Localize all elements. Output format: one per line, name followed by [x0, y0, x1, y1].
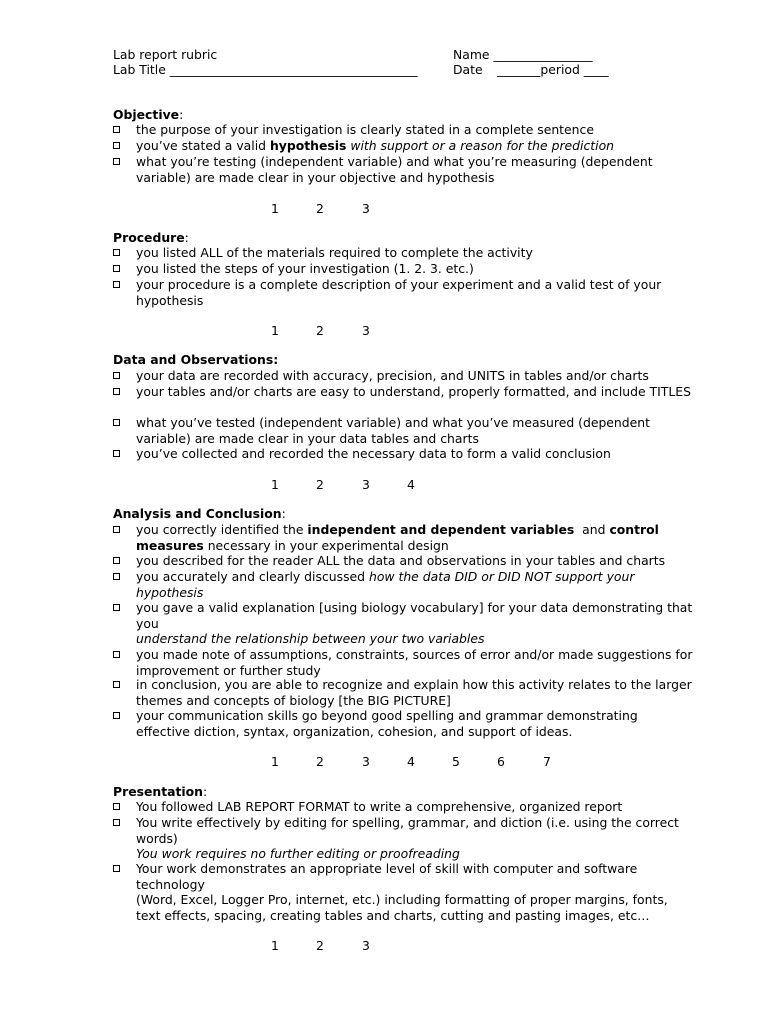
- score-option[interactable]: 1: [271, 323, 279, 338]
- score-option[interactable]: 3: [362, 201, 370, 216]
- score-option[interactable]: 1: [271, 754, 279, 769]
- checkbox-icon[interactable]: [113, 803, 120, 810]
- analysis-item: you accurately and clearly discussed how the data DID or DID NOT support your hypothesis: [113, 569, 693, 600]
- checkbox-icon[interactable]: [113, 651, 120, 658]
- checkbox-icon[interactable]: [113, 526, 120, 533]
- analysis-item: you described for the reader ALL the data and observations in your tables and charts: [113, 553, 693, 569]
- analysis-heading: Analysis and Conclusion:: [113, 506, 286, 521]
- checkbox-icon[interactable]: [113, 681, 120, 688]
- score-option[interactable]: 3: [362, 477, 370, 492]
- score-option[interactable]: 5: [452, 754, 460, 769]
- data-item: you’ve collected and recorded the necessary data to form a valid conclusion: [113, 446, 693, 462]
- checkbox-icon[interactable]: [113, 604, 120, 611]
- score-option[interactable]: 4: [407, 477, 415, 492]
- checkbox-icon[interactable]: [113, 819, 120, 826]
- procedure-item: you listed the steps of your investigation (1. 2. 3. etc.): [113, 261, 693, 277]
- presentation-item: Your work demonstrates an appropriate level of skill with computer and software technology (Word, Excel, Logger Pro, internet, etc.) including formatting of proper margins, fonts, text effects, spacing, creating tables and charts, cutting and pasting images, etc…: [113, 861, 693, 923]
- checkbox-icon[interactable]: [113, 265, 120, 272]
- score-option[interactable]: 1: [271, 477, 279, 492]
- checkbox-icon[interactable]: [113, 573, 120, 580]
- presentation-item: You followed LAB REPORT FORMAT to write a comprehensive, organized report: [113, 799, 693, 815]
- objective-item: the purpose of your investigation is clearly stated in a complete sentence: [113, 122, 693, 138]
- period-field[interactable]: _______period ____: [497, 62, 609, 77]
- objective-heading: Objective:: [113, 107, 184, 122]
- data-item: what you’ve tested (independent variable) and what you’ve measured (dependent variable) are made clear in your data tables and charts: [113, 415, 693, 446]
- score-option[interactable]: 2: [316, 201, 324, 216]
- score-option[interactable]: 2: [316, 477, 324, 492]
- presentation-item: You write effectively by editing for spelling, grammar, and diction (i.e. using the correct words) You work requires no further editing or proofreading: [113, 815, 693, 862]
- rubric-label: Lab report rubric: [113, 47, 218, 62]
- analysis-item: your communication skills go beyond good spelling and grammar demonstrating effective diction, syntax, organization, cohesion, and support of ideas.: [113, 708, 693, 739]
- data-item: your data are recorded with accuracy, precision, and UNITS in tables and/or charts: [113, 368, 693, 384]
- checkbox-icon[interactable]: [113, 388, 120, 395]
- analysis-item: you correctly identified the independent and dependent variables and control measures necessary in your experimental design: [113, 522, 693, 553]
- checkbox-icon[interactable]: [113, 865, 120, 872]
- checkbox-icon[interactable]: [113, 281, 120, 288]
- name-field[interactable]: Name ________________: [453, 47, 593, 62]
- score-option[interactable]: 4: [407, 754, 415, 769]
- procedure-item: your procedure is a complete description of your experiment and a valid test of your hypothesis: [113, 277, 693, 308]
- checkbox-icon[interactable]: [113, 158, 120, 165]
- score-option[interactable]: 3: [362, 938, 370, 953]
- checkbox-icon[interactable]: [113, 419, 120, 426]
- presentation-heading: Presentation:: [113, 784, 208, 799]
- score-option[interactable]: 3: [362, 323, 370, 338]
- data-item: your tables and/or charts are easy to understand, properly formatted, and include TITLES: [113, 384, 693, 400]
- score-option[interactable]: 6: [497, 754, 505, 769]
- date-field[interactable]: Date: [453, 62, 483, 77]
- checkbox-icon[interactable]: [113, 712, 120, 719]
- objective-item: what you’re testing (independent variable) and what you’re measuring (dependent variable) are made clear in your objective and hypothesis: [113, 154, 693, 185]
- score-option[interactable]: 2: [316, 323, 324, 338]
- objective-item: you’ve stated a valid hypothesis with support or a reason for the prediction: [113, 138, 693, 154]
- data-heading: Data and Observations:: [113, 352, 279, 367]
- checkbox-icon[interactable]: [113, 450, 120, 457]
- checkbox-icon[interactable]: [113, 142, 120, 149]
- checkbox-icon[interactable]: [113, 126, 120, 133]
- checkbox-icon[interactable]: [113, 557, 120, 564]
- analysis-item: you gave a valid explanation [using biology vocabulary] for your data demonstrating that you understand the relationship between your two variables: [113, 600, 693, 647]
- checkbox-icon[interactable]: [113, 249, 120, 256]
- score-option[interactable]: 2: [316, 938, 324, 953]
- score-option[interactable]: 7: [543, 754, 551, 769]
- analysis-item: in conclusion, you are able to recognize and explain how this activity relates to the larger themes and concepts of biology [the BIG PICTURE]: [113, 677, 693, 708]
- procedure-item: you listed ALL of the materials required to complete the activity: [113, 245, 693, 261]
- score-option[interactable]: 3: [362, 754, 370, 769]
- checkbox-icon[interactable]: [113, 372, 120, 379]
- score-option[interactable]: 1: [271, 201, 279, 216]
- procedure-heading: Procedure:: [113, 230, 189, 245]
- analysis-item: you made note of assumptions, constraints, sources of error and/or made suggestions for improvement or further study: [113, 647, 693, 678]
- lab-title-field[interactable]: Lab Title ________________________________________: [113, 62, 418, 77]
- score-option[interactable]: 1: [271, 938, 279, 953]
- score-option[interactable]: 2: [316, 754, 324, 769]
